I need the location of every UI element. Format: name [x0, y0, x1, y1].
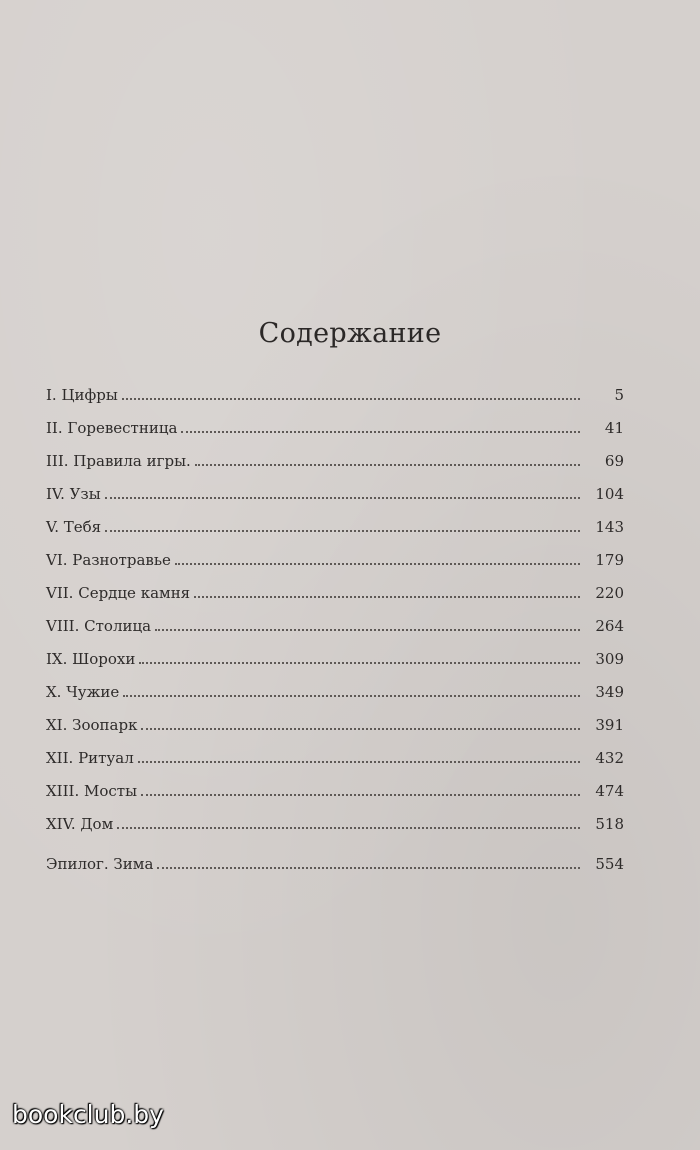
toc-entry-page: 5 [614, 386, 624, 404]
toc-entry-label: IX. Шорохи [46, 650, 136, 668]
toc-entry [46, 386, 624, 419]
toc-entry-label: XII. Ритуал [46, 749, 134, 767]
toc-entry-label: VII. Сердце камня [46, 584, 191, 602]
toc-entry-label: XI. Зоопарк [46, 716, 138, 734]
toc-entry-label: VI. Разнотравье [46, 551, 171, 569]
toc-entry [46, 518, 624, 551]
toc-entry [46, 749, 624, 782]
toc-entry-page: 309 [595, 650, 624, 668]
toc-entry [46, 650, 624, 683]
dot-leader [155, 629, 580, 631]
toc-entry-page: 518 [595, 815, 624, 833]
toc-entry [46, 551, 624, 584]
dot-leader [105, 530, 580, 532]
dot-leader [194, 596, 580, 598]
toc-entry-page: 69 [604, 452, 624, 470]
toc-entry [46, 815, 624, 848]
toc-entry-label: XIV. Дом [46, 815, 114, 833]
dot-leader [122, 398, 580, 400]
toc-entry [46, 782, 624, 815]
toc-entry-label: Эпилог. Зима [46, 855, 154, 873]
toc-entry-page: 179 [595, 551, 624, 569]
toc-entry [46, 716, 624, 749]
dot-leader [195, 464, 580, 466]
dot-leader [138, 761, 580, 763]
toc-entry-label: I. Цифры [46, 386, 118, 404]
toc-entry [46, 452, 624, 485]
toc-entry-page: 41 [604, 419, 624, 437]
dot-leader [141, 728, 580, 730]
toc-entry-label: VIII. Столица [46, 617, 152, 635]
toc-entry-label: II. Горевестница [46, 419, 178, 437]
dot-leader [141, 794, 580, 796]
dot-leader [181, 431, 580, 433]
dot-leader [139, 662, 580, 664]
toc-entry-label: X. Чужие [46, 683, 120, 701]
toc-entry-page: 391 [595, 716, 624, 734]
toc-entry [46, 485, 624, 518]
toc-title: Содержание [258, 318, 442, 349]
toc-entry-page: 432 [595, 749, 624, 767]
dot-leader [105, 497, 580, 499]
toc-entry-page: 554 [595, 855, 624, 873]
toc-entry [46, 617, 624, 650]
dot-leader [157, 867, 580, 869]
toc-entry-page: 220 [595, 584, 624, 602]
toc-entry-label: III. Правила игры. [46, 452, 191, 470]
toc-entry-label: XIII. Мосты [46, 782, 138, 800]
toc-entry-page: 104 [595, 485, 624, 503]
dot-leader [117, 827, 580, 829]
toc-entry [46, 584, 624, 617]
site-watermark: bookclub.by [12, 1100, 164, 1129]
dot-leader [175, 563, 580, 565]
toc-list [46, 386, 624, 888]
toc-entry-page: 264 [595, 617, 624, 635]
toc-entry [46, 683, 624, 716]
toc-entry-page: 349 [595, 683, 624, 701]
toc-entry-label: IV. Узы [46, 485, 101, 503]
toc-entry-page: 143 [595, 518, 624, 536]
toc-entry-page: 474 [595, 782, 624, 800]
toc-entry [46, 419, 624, 452]
dot-leader [123, 695, 580, 697]
toc-entry-label: V. Тебя [46, 518, 102, 536]
toc-epilogue-entry [46, 855, 624, 888]
